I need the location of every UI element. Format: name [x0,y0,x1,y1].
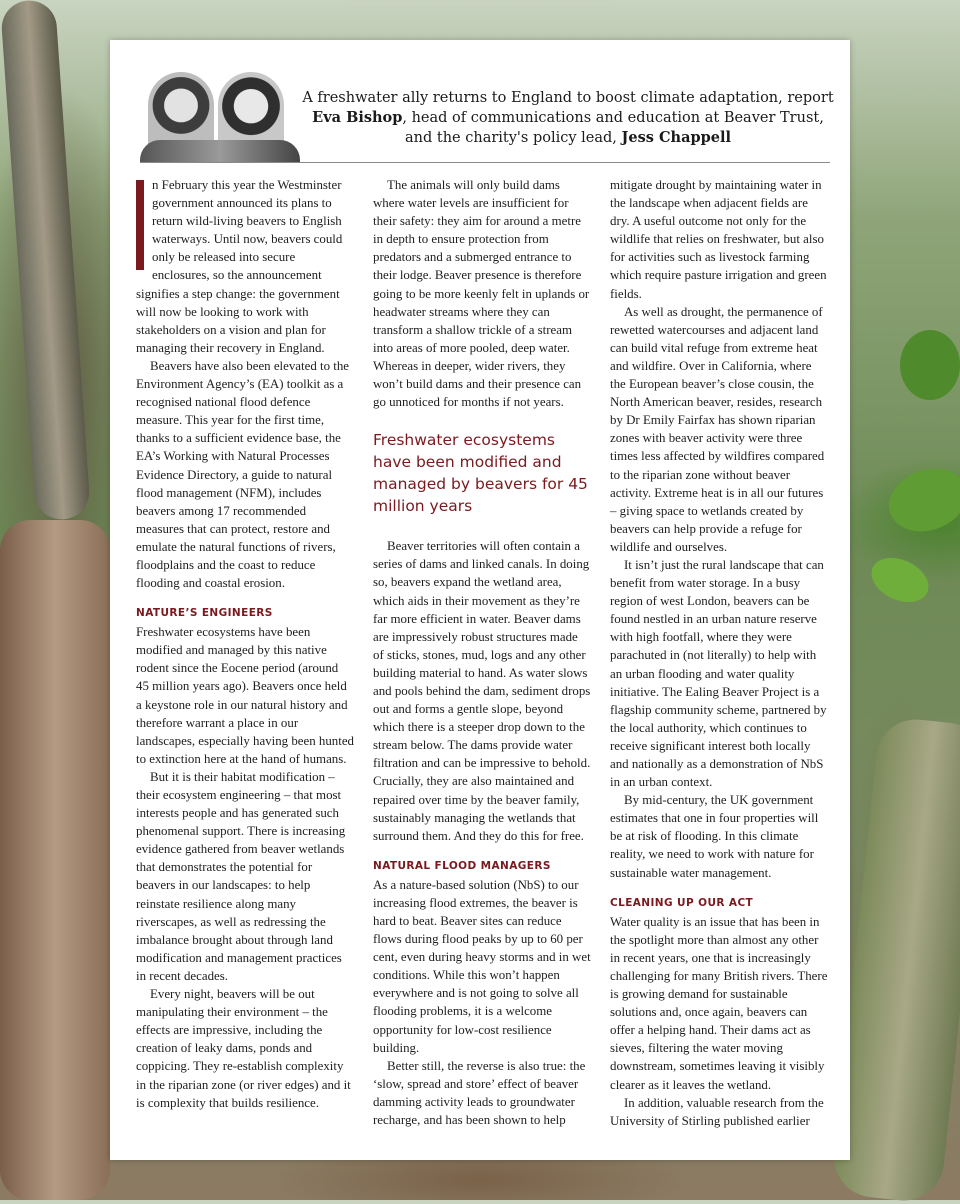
author-photo-shoulders [140,140,300,162]
body-paragraph: As well as drought, the permanence of rewetted watercourses and adjacent land can build vital refuge from extreme heat and wildfire. Over in California, where the European beaver’s close cousin, the North American beaver, resides, research by Dr Emily Fairfax has shown riparian zones with beaver activity were three times less affected by wildfires compared to the riparian zone without beaver activity. Extreme heat is in all our futures – giving space to wetlands created by beavers can help provide a refuge for wildlife and ourselves. [610,304,825,554]
article-header [140,70,834,163]
article-column-1 [136,176,354,1112]
opening-paragraph [136,176,354,357]
opening-paragraph-text: n February this year the Westminster government announced its plans to return wild-living beavers to English waterways. Until now, beavers could only be released into secure enclosures, so the announcement signifies a step change: the government will now be looking to work with stakeholders on a vision and plan for managing their recovery in England. [136,178,343,355]
section-heading-natures-engineers: NATURE’S ENGINEERS [136,607,273,620]
body-paragraph: As a nature-based solution (NbS) to our increasing flood extremes, the beaver is hard to beat. Beaver sites can reduce flows during flood peaks by up to 60 per cent, even during heavy storms and in wet conditions. While this won’t happen everywhere and is not going to solve all flooding problems, it is a welcome opportunity for low-cost resilience building. [373,877,591,1055]
drop-cap-bar [136,180,144,270]
section-heading-natural-flood-managers: NATURAL FLOOD MANAGERS [373,859,551,872]
background-leaf [880,458,960,542]
body-paragraph: Better still, the reverse is also true: the ‘slow, spread and store’ effect of beaver damming activity leads to groundwater recharge, and has been shown to help [373,1058,586,1128]
author-photos [140,70,300,162]
background-leaf [864,549,935,611]
standfirst-text-2: , head of communications and education at Beaver Trust, and the charity's policy lead, [402,110,824,146]
body-paragraph: In addition, valuable research from the University of Stirling published earlier [610,1095,824,1128]
body-paragraph: The animals will only build dams where water levels are insufficient for their safety: they aim for around a metre in depth to ensure protection from predators and a submerged entrance to their lodge. Beaver presence is therefore going to be more keenly felt in uplands or headwater streams where they can transform a shallow trickle of a stream into areas of more pooled, deep water. Whereas in deeper, wider rivers, they won’t build dams and their presence can go unnoticed for months if not years. [373,178,590,410]
author-name-1: Eva Bishop [312,109,403,126]
pull-quote: Freshwater ecosystems have been modified and managed by beavers for 45 million years [373,431,588,516]
body-paragraph: Freshwater ecosystems have been modified and managed by this native rodent since the Eocene period (around 45 million years ago). Beavers once held a keystone role in our natural history and therefore warrant a place in our landscapes, especially having been hunted to extinction here at the hand of humans. [136,625,354,766]
author-name-2: Jess Chappell [621,129,731,146]
section-heading-cleaning-up-our-act: CLEANING UP OUR ACT [610,896,754,909]
article-column-2 [373,176,591,1129]
article-page [110,40,850,1160]
standfirst-text-1: A freshwater ally returns to England to boost climate adaptation, report [302,90,834,106]
background-tree-trunk [0,0,91,521]
body-paragraph: Beaver territories will often contain a series of dams and linked canals. In doing so, beavers expand the wetland area, which aids in their movement as they’re far more efficient in water. Beaver dams are impressively robust structures made of sticks, stones, mud, logs and any other building material to hand. As water slows and pools behind the dam, sediment drops out and forms a gentle slope, beyond which there is a steeper drop down to the stream below. The dams provide water filtration and can be impressive to behold. Crucially, they are also maintained and repaired over time by the beaver family, sustainably managing the wetlands that surround them. And they do this for free. [373,539,591,843]
body-paragraph: mitigate drought by maintaining water in the landscape when adjacent fields are dry. A useful outcome not only for the wildlife that relies on freshwater, but also for activities such as livestock farming which require pasture irrigation and green fields. [610,178,827,301]
background-leaf [900,330,960,400]
body-paragraph: Water quality is an issue that has been in the spotlight more than almost any other in recent years, one that is increasingly challenging for many British rivers. There is growing demand for sustainable solutions and, once again, beavers can offer a helping hand. Their dams act as sieves, filtering the water moving downstream, sometimes leaving it visibly clearer as it leaves the wetland. [610,914,828,1092]
article-column-3 [610,176,828,1130]
body-paragraph: Beavers have also been elevated to the Environment Agency’s (EA) toolkit as a recognised national flood defence measure. This year for the first time, thanks to a sufficient evidence base, the EA’s Working with Natural Processes Evidence Directory, a guide to natural flood management (NFM), includes beavers among 17 recommended measures that can protect, restore and emulate the natural functions of rivers, floodplains and the coast to reduce flooding and coastal erosion. [136,358,349,591]
body-paragraph: It isn’t just the rural landscape that can benefit from water storage. In a busy region of west London, beavers can be found nestled in an urban nature reserve with high footfall, where they were parachuted in (not literally) to help with an urban flooding and water quality initiative. The Ealing Beaver Project is a flagship community scheme, partnered by the local authority, which continues to receive significant interest both locally and nationally as a demonstration of NbS in an urban context. [610,557,827,790]
background-fallen-log [0,520,110,1200]
body-paragraph: But it is their habitat modification – their ecosystem engineering – that most interests people and has generated such phenomenal support. There is increasing evidence gathered from beaver wetlands that demonstrates the potential for beavers in our landscapes: to help reinstate resilience along many riverscapes, as well as redressing the imbalance brought about through land modification and management practices in recent decades. [136,769,346,983]
body-paragraph: Every night, beavers will be out manipulating their environment – the effects are impressive, including the creation of leaky dams, ponds and coppicing. They re-establish complexity in the riparian zone (or river edges) and it is complexity that builds resilience. [136,987,351,1110]
body-paragraph: By mid-century, the UK government estimates that one in four properties will be at risk of flooding. In this climate reality, we need to work with nature for sustainable water management. [610,793,819,880]
standfirst [298,88,838,148]
